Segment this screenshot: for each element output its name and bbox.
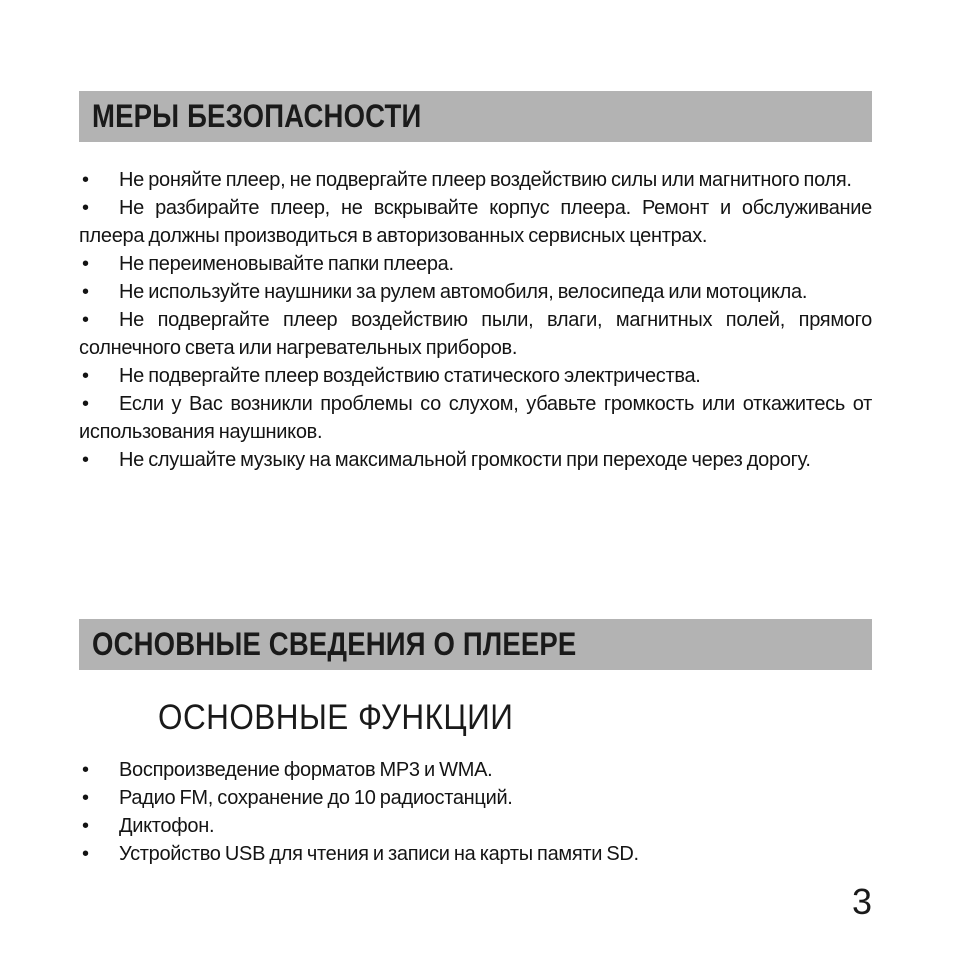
list-item: • Не подвергайте плеер воздействию статического электричества.	[79, 362, 872, 390]
safety-list	[79, 166, 872, 474]
page-number: 3	[851, 881, 872, 922]
bullet-icon: •	[82, 281, 89, 303]
bullet-icon: •	[82, 759, 89, 781]
features-subheading: ОСНОВНЫЕ ФУНКЦИИ	[158, 698, 514, 737]
list-item: • Не используйте наушники за рулем автомобиля, велосипеда или мотоцикла.	[79, 278, 872, 306]
list-item: • Если у Вас возникли проблемы со слухом, убавьте громкость или откажитесь от использования наушников.	[79, 390, 872, 446]
list-item: • Радио FM, сохранение до 10 радиостанций.	[79, 784, 872, 812]
list-item: • Воспроизведение форматов MP3 и WMA.	[79, 756, 872, 784]
bullet-icon: •	[82, 197, 89, 219]
features-list	[79, 756, 872, 868]
list-item: • Диктофон.	[79, 812, 872, 840]
list-item: • Не разбирайте плеер, не вскрывайте корпус плеера. Ремонт и обслуживание плеера должны производиться в авторизованных сервисных центрах.	[79, 194, 872, 250]
safety-section-header	[79, 91, 872, 142]
about-section-title: ОСНОВНЫЕ СВЕДЕНИЯ О ПЛЕЕРЕ	[92, 626, 577, 662]
bullet-icon: •	[82, 365, 89, 387]
bullet-icon: •	[82, 393, 89, 415]
bullet-icon: •	[82, 309, 89, 331]
bullet-icon: •	[82, 815, 89, 837]
bullet-icon: •	[82, 787, 89, 809]
about-section-header	[79, 619, 872, 670]
list-item: • Не роняйте плеер, не подвергайте плеер воздействию силы или магнитного поля.	[79, 166, 872, 194]
safety-section-title: МЕРЫ БЕЗОПАСНОСТИ	[92, 98, 422, 134]
list-item: • Устройство USB для чтения и записи на карты памяти SD.	[79, 840, 872, 868]
list-item: • Не слушайте музыку на максимальной громкости при переходе через дорогу.	[79, 446, 872, 474]
bullet-icon: •	[82, 253, 89, 275]
bullet-icon: •	[82, 169, 89, 191]
bullet-icon: •	[82, 843, 89, 865]
list-item: • Не переименовывайте папки плеера.	[79, 250, 872, 278]
bullet-icon: •	[82, 449, 89, 471]
list-item: • Не подвергайте плеер воздействию пыли, влаги, магнитных полей, прямого солнечного света или нагревательных приборов.	[79, 306, 872, 362]
